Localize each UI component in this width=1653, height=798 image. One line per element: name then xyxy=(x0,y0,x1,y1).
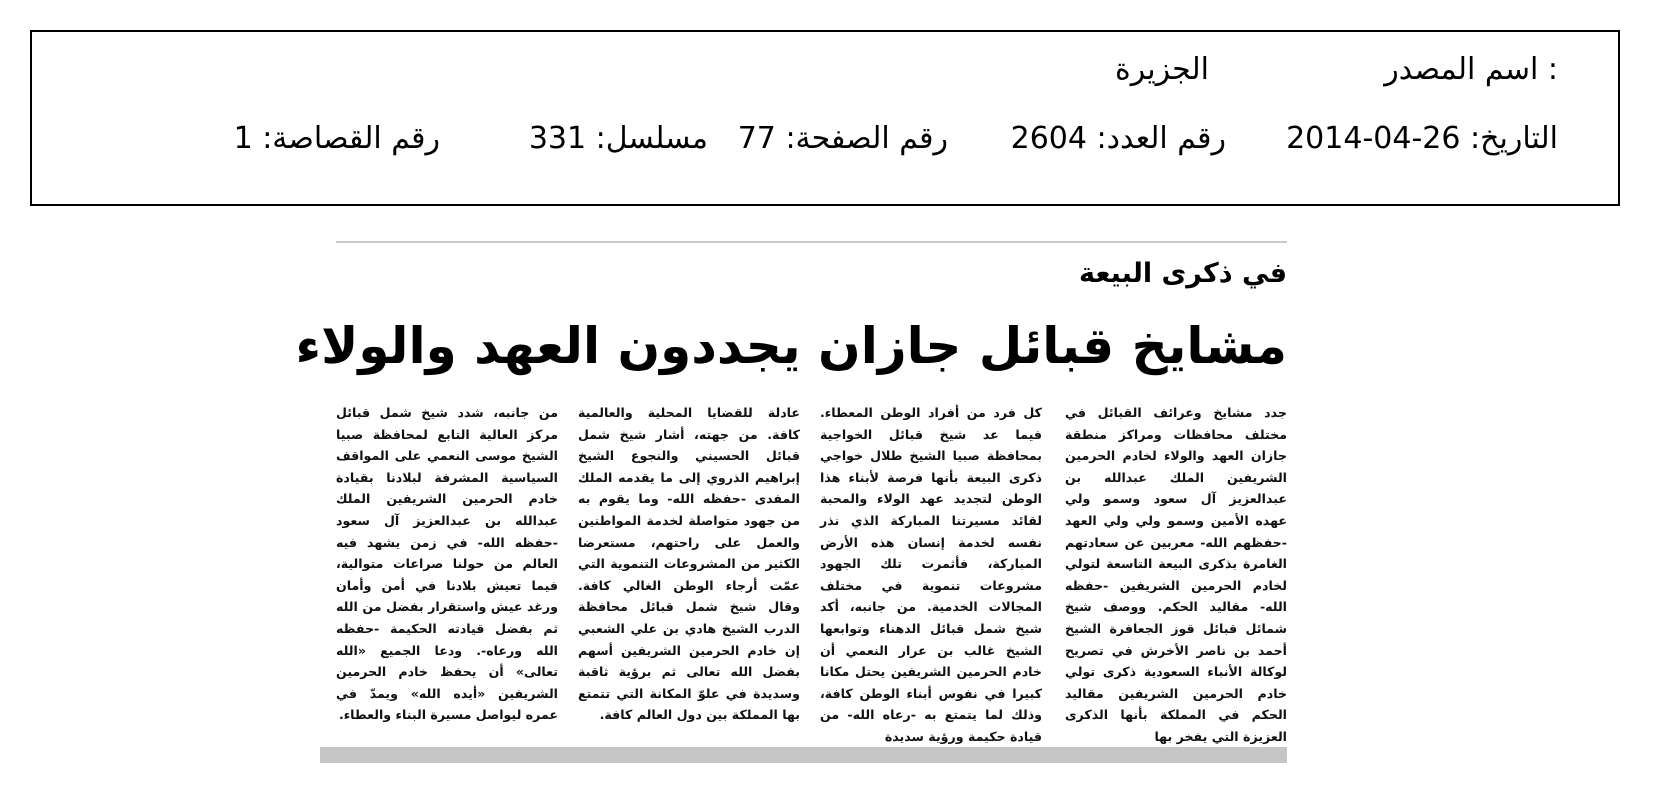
article-column-1 xyxy=(1065,402,1287,744)
column-text: كل فرد من أفراد الوطن المعطاء. فيما عد شيخ قبائل الخواجية بمحافظة صبيا الشيخ طلال خواجي ذكرى البيعة بأنها فرصة لأبناء هذا الوطن لتجديد عهد الولاء والمحبة لقائد مسيرتنا المباركة الذي نذر نفسه لخدمة إنسان هذه الأرض المباركة، فأثمرت تلك الجهود مشروعات تنموية في مختلف المجالات الخدمية. من جانبه، أكد شيخ شمل قبائل الدهناء وتوابعها الشيخ غالب بن عرار النعمي أن خادم الحرمين الشريفين يحتل مكانا كبيرا في نفوس أبناء الوطن كافة، وذلك لما يتمتع به -رعاه الله- من قيادة حكيمة ورؤية سديدة xyxy=(820,405,1042,744)
source-info-box xyxy=(30,30,1620,206)
source-label: اسم المصدر : xyxy=(1384,52,1558,87)
article-column-2 xyxy=(820,402,1042,744)
source-value: الجزيرة xyxy=(1114,52,1209,87)
column-text: عادلة للقضايا المحلية والعالمية كافة. من جهته، أشار شيخ شمل قبائل الحسيني والنجوع الشيخ إبراهيم الذروي إلى ما يقدمه الملك المفدى -حفظه الله- وما يقوم به من جهود متواصلة لخدمة المواطنين والعمل على راحتهم، مستعرضا الكثير من المشروعات التنموية التي عمّت أرجاء الوطن الغالي كافة. وقال شيخ شمل قبائل محافظة الدرب الشيخ هادي بن علي الشعبي إن خادم الحرمين الشريفين أسهم بفضل الله تعالى ثم برؤية ثاقبة وسديدة في علوّ المكانة التي تتمتع بها المملكة بين دول العالم كافة. xyxy=(578,405,800,723)
serial-number: مسلسل: 331 xyxy=(528,121,708,156)
page-number: رقم الصفحة: 77 xyxy=(737,121,948,156)
clipping-top-rule xyxy=(336,241,1287,243)
clipping-bottom-bar xyxy=(320,747,1287,763)
article-column-3 xyxy=(578,402,800,734)
article-headline: مشايخ قبائل جازان يجددون العهد والولاء xyxy=(295,317,1287,375)
column-text: جدد مشايخ وعرائف القبائل في مختلف محافظات ومراكز منطقة جازان العهد والولاء لخادم الحرمين الشريفين الملك عبدالله بن عبدالعزيز آل سعود وسمو ولي عهده الأمين وسمو ولي ولي العهد -حفظهم الله- معربين عن سعادتهم الغامرة بذكرى البيعة التاسعة لتولي لخادم الحرمين الشريفين -حفظه الله- مقاليد الحكم. ووصف شيخ شمائل قبائل قوز الجعافرة الشيخ أحمد بن ناصر الأخرش في تصريح لوكالة الأنباء السعودية ذكرى تولي خادم الحرمين الشريفين مقاليد الحكم في المملكة بأنها الذكرى العزيزة التي يفخر بها xyxy=(1065,405,1287,744)
date-field: التاريخ: 26-04-2014 xyxy=(1286,121,1558,156)
article-column-4 xyxy=(336,402,558,734)
article-kicker: في ذكرى البيعة xyxy=(1079,258,1287,289)
clip-number: رقم القصاصة: 1 xyxy=(233,121,440,156)
column-text: من جانبه، شدد شيخ شمل قبائل مركز العالية التابع لمحافظة صبيا الشيخ موسى النعمي على المواقف السياسية المشرفة لبلادنا بقيادة خادم الحرمين الشريفين الملك عبدالله بن عبدالعزيز آل سعود -حفظه الله- في زمن يشهد فيه العالم من حولنا صراعات متوالية، فيما تعيش بلادنا في أمن وأمان ورغد عيش واستقرار بفضل من الله ثم بفضل قيادته الحكيمة -حفظه الله ورعاه-. ودعا الجميع «الله تعالى» أن يحفظ خادم الحرمين الشريفين «أيده الله» ويمدّ في عمره ليواصل مسيرة البناء والعطاء. xyxy=(336,405,558,723)
issue-number: رقم العدد: 2604 xyxy=(1010,121,1226,156)
